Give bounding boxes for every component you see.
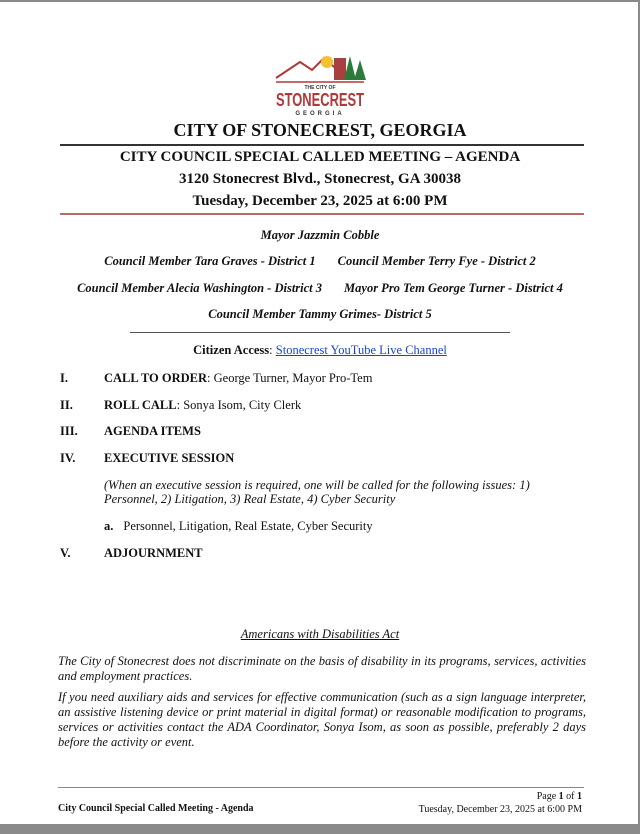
footer-divider bbox=[58, 787, 584, 788]
ada-heading-text: Americans with Disabilities Act bbox=[240, 627, 400, 641]
divider bbox=[60, 144, 584, 146]
page-title: CITY OF STONECREST, GEORGIA bbox=[173, 120, 467, 140]
council-row bbox=[0, 281, 640, 296]
citizen-access bbox=[0, 343, 640, 358]
agenda-item-number: IV. bbox=[60, 451, 76, 465]
page-total: 1 bbox=[577, 791, 582, 802]
ada-paragraph: The City of Stonecrest does not discriminate on the basis of disability in its programs, services, activities and employment practices. bbox=[58, 654, 586, 683]
meeting-address: 3120 Stonecrest Blvd., Stonecrest, GA 30038 bbox=[179, 171, 461, 187]
document-page bbox=[0, 2, 638, 824]
footer-title: City Council Special Called Meeting - Agenda bbox=[58, 803, 254, 814]
executive-subitem bbox=[104, 519, 373, 534]
agenda-item-title: AGENDA ITEMS bbox=[104, 424, 201, 438]
council-member: Council Member Alecia Washington - District 3 bbox=[77, 281, 323, 295]
mayor-name: Mayor Jazzmin Cobble bbox=[260, 228, 380, 242]
page-label: Page bbox=[536, 791, 559, 802]
agenda-item-title: ADJOURNMENT bbox=[104, 546, 203, 560]
svg-text:THE CITY OF: THE CITY OF bbox=[304, 85, 336, 91]
agenda-item-title: EXECUTIVE SESSION bbox=[104, 451, 235, 465]
ada-paragraph: If you need auxiliary aids and services for effective communication (such as a sign language interpreter, an assistive listening device or print material in digital format) or reasonable modification to programs, services or activities contact the ADA Coordinator, Sonya Isom, as soon as possible, preferably 2 days before the activity or event. bbox=[58, 690, 586, 749]
citizen-access-label: Citizen Access bbox=[193, 343, 270, 357]
agenda-item-number: V. bbox=[60, 546, 71, 560]
page-indicator bbox=[419, 790, 582, 803]
divider bbox=[130, 332, 510, 333]
council-member: Mayor Pro Tem George Turner - District 4 bbox=[344, 281, 563, 295]
meeting-datetime: Tuesday, December 23, 2025 at 6:00 PM bbox=[192, 193, 448, 209]
agenda-item-title: CALL TO ORDER bbox=[104, 371, 208, 385]
meeting-subtitle: CITY COUNCIL SPECIAL CALLED MEETING – AGENDA bbox=[119, 149, 521, 165]
footer-date: Tuesday, December 23, 2025 at 6:00 PM bbox=[418, 804, 582, 815]
agenda-item-title: ROLL CALL bbox=[104, 398, 177, 412]
svg-text:STONECREST: STONECREST bbox=[276, 90, 365, 110]
executive-session-note: (When an executive session is required, one will be called for the following issues: 1) Personnel, 2) Litigation, 3) Real Estate, 4) Cyber Security bbox=[104, 478, 530, 506]
council-member: Council Member Terry Fye - District 2 bbox=[337, 254, 536, 268]
agenda-item-number: I. bbox=[60, 371, 68, 385]
youtube-channel-link[interactable]: Stonecrest YouTube Live Channel bbox=[275, 343, 447, 357]
sun-icon bbox=[321, 56, 333, 68]
agenda-item-detail: : George Turner, Mayor Pro-Tem bbox=[207, 371, 373, 385]
council-row bbox=[0, 254, 640, 269]
subitem-text: Personnel, Litigation, Real Estate, Cyber Security bbox=[123, 519, 373, 533]
page-of: of bbox=[563, 791, 577, 802]
divider bbox=[60, 213, 584, 215]
council-member: Council Member Tara Graves - District 1 bbox=[104, 254, 316, 268]
stonecrest-logo bbox=[272, 52, 368, 118]
council-member: Council Member Tammy Grimes- District 5 bbox=[208, 307, 432, 321]
ada-heading bbox=[0, 627, 640, 642]
separator: : bbox=[269, 343, 276, 357]
agenda-item-number: II. bbox=[60, 398, 73, 412]
building-icon bbox=[334, 58, 346, 80]
subitem-letter: a. bbox=[104, 519, 114, 533]
svg-text:GEORGIA: GEORGIA bbox=[295, 111, 345, 117]
agenda-item-number: III. bbox=[60, 424, 78, 438]
tree-icon bbox=[354, 60, 366, 80]
footer-right bbox=[419, 790, 582, 816]
agenda-item-detail: : Sonya Isom, City Clerk bbox=[176, 398, 302, 412]
page-number: 1 bbox=[558, 791, 564, 802]
